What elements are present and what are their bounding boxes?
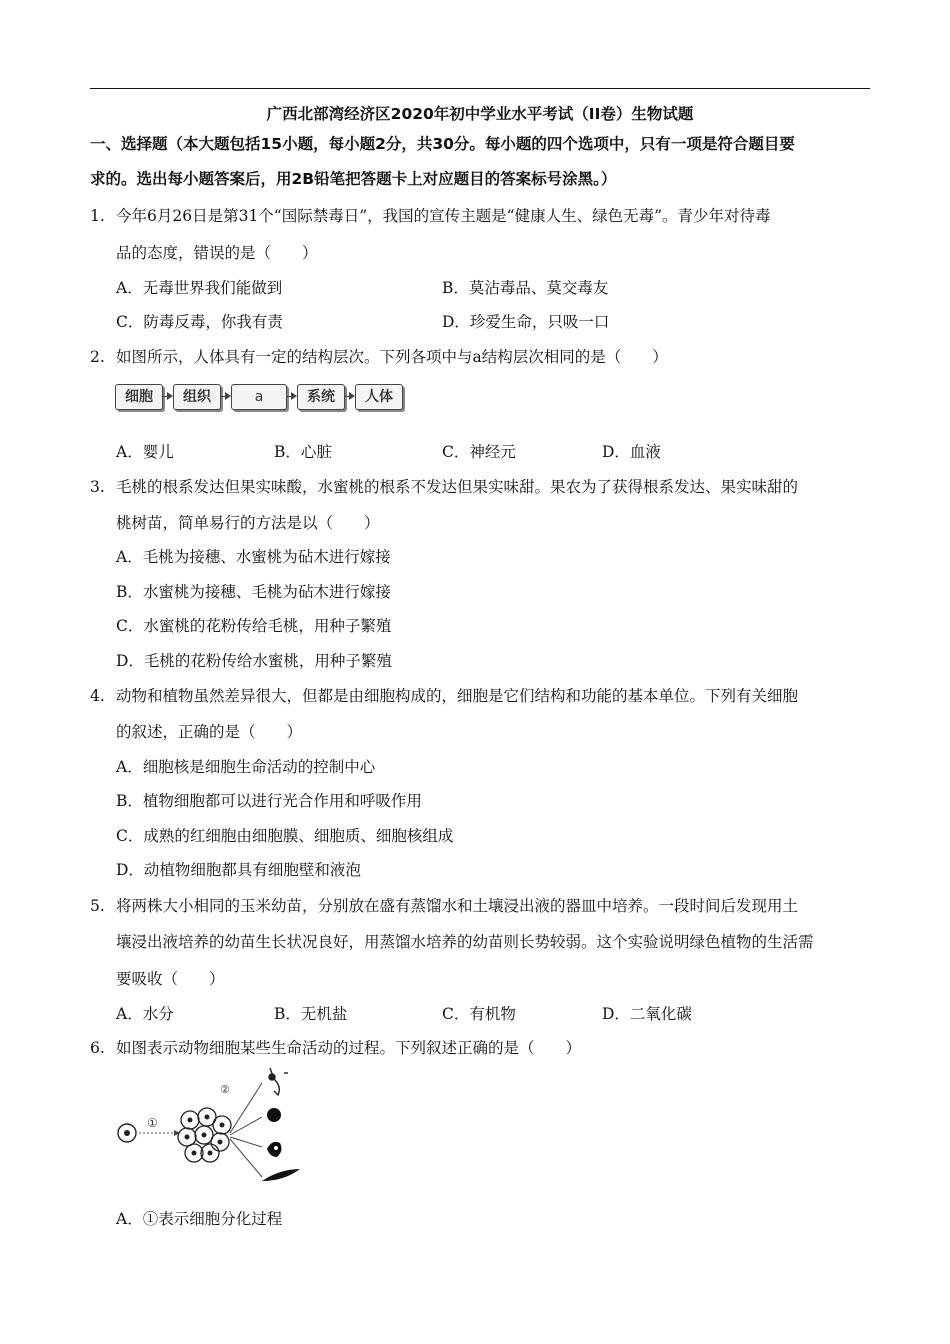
- option-a: A．水分: [116, 1005, 174, 1023]
- diagram-arrow: [345, 396, 353, 397]
- diagram-arrow: [163, 396, 171, 397]
- option-d: D．动植物细胞都具有细胞壁和液泡: [116, 861, 361, 879]
- section-instruction-line2: 求的。选出每小题答案后，用2B铅笔把答题卡上对应题目的答案标号涂黑。）: [90, 170, 617, 188]
- question-number: 2.: [90, 348, 105, 366]
- question-number: 5.: [90, 897, 105, 915]
- option-b: B．无机盐: [274, 1005, 348, 1023]
- option-b: B．莫沾毒品、莫交毒友: [442, 279, 609, 297]
- diagram-box-human: 人体: [355, 384, 403, 410]
- question-number: 3.: [90, 478, 105, 496]
- question-text: 如图表示动物细胞某些生命活动的过程。下列叙述正确的是（ ）: [116, 1039, 582, 1057]
- spindle-cell: [262, 1169, 300, 1181]
- question-number: 6.: [90, 1039, 105, 1057]
- round-cell: [267, 1108, 281, 1122]
- option-c: C．成熟的红细胞由细胞膜、细胞质、细胞核组成: [116, 827, 454, 845]
- question-text: 的叙述，正确的是（ ）: [116, 723, 303, 741]
- option-a: A．毛桃为接穗、水蜜桃为砧木进行嫁接: [116, 548, 391, 566]
- label-2: ②: [220, 1083, 230, 1096]
- muscle-like-cell: [267, 1142, 281, 1157]
- differentiation-lines: [230, 1083, 262, 1177]
- option-a: A．无毒世界我们能做到: [116, 279, 283, 297]
- header-rule: [90, 88, 870, 89]
- nerve-cell: [269, 1068, 288, 1095]
- option-b: B．心脏: [274, 443, 332, 461]
- question-text: 将两株大小相同的玉米幼苗，分别放在盛有蒸馏水和土壤浸出液的器皿中培养。一段时间后发现用土: [116, 897, 799, 915]
- option-d: D．珍爱生命，只吸一口: [442, 313, 610, 331]
- section-instruction-line1: 一、选择题（本大题包括15小题，每小题2分，共30分。每小题的四个选项中，只有一项是符合题目要: [90, 135, 795, 153]
- question-number: 4.: [90, 687, 105, 705]
- option-c: C．神经元: [442, 443, 516, 461]
- question-text: 毛桃的根系发达但果实味酸，水蜜桃的根系不发达但果实味甜。果农为了获得根系发达、果实味甜的: [116, 478, 799, 496]
- option-c: C．水蜜桃的花粉传给毛桃，用种子繁殖: [116, 617, 392, 635]
- option-b: B．水蜜桃为接穗、毛桃为砧木进行嫁接: [116, 583, 391, 601]
- option-a: A．婴儿: [116, 443, 174, 461]
- question-text: 今年6月26日是第31个“国际禁毒日”，我国的宣传主题是“健康人生、绿色无毒”。青少年对待毒: [116, 207, 771, 225]
- diagram-box-system: 系统: [297, 384, 345, 410]
- option-d: D．血液: [602, 443, 661, 461]
- option-a: A．①表示细胞分化过程: [116, 1210, 283, 1228]
- diagram-box-cell: 细胞: [115, 384, 163, 410]
- question-text: 品的态度，错误的是（ ）: [116, 244, 318, 262]
- diagram-box-tissue: 组织: [173, 384, 221, 410]
- option-b: B．植物细胞都可以进行光合作用和呼吸作用: [116, 792, 422, 810]
- single-cell: [118, 1124, 136, 1142]
- option-c: C．防毒反毒，你我有责: [116, 313, 283, 331]
- option-c: C．有机物: [442, 1005, 516, 1023]
- option-d: D．二氧化碳: [602, 1005, 692, 1023]
- option-a: A．细胞核是细胞生命活动的控制中心: [116, 758, 376, 776]
- page-title: 广西北部湾经济区2020年初中学业水平考试（II卷）生物试题: [266, 105, 694, 123]
- diagram-arrow: [287, 396, 295, 397]
- diagram-box-a: a: [231, 384, 287, 410]
- cell-division-differentiation-figure: [112, 1065, 302, 1190]
- question-text: 桃树苗，简单易行的方法是以（ ）: [116, 514, 380, 532]
- option-d: D．毛桃的花粉传给水蜜桃，用种子繁殖: [116, 652, 392, 670]
- question-text: 动物和植物虽然差异很大，但都是由细胞构成的，细胞是它们结构和功能的基本单位。下列有关细胞: [116, 687, 799, 705]
- question-text: 如图所示，人体具有一定的结构层次。下列各项中与a结构层次相同的是（ ）: [116, 348, 668, 366]
- label-1: ①: [147, 1116, 158, 1130]
- question-text: 壤浸出液培养的幼苗生长状况良好，用蒸馏水培养的幼苗则长势较弱。这个实验说明绿色植物的生活需: [116, 933, 814, 951]
- diagram-arrow: [221, 396, 229, 397]
- question-number: 1.: [90, 207, 105, 225]
- question-text: 要吸收（ ）: [116, 970, 225, 988]
